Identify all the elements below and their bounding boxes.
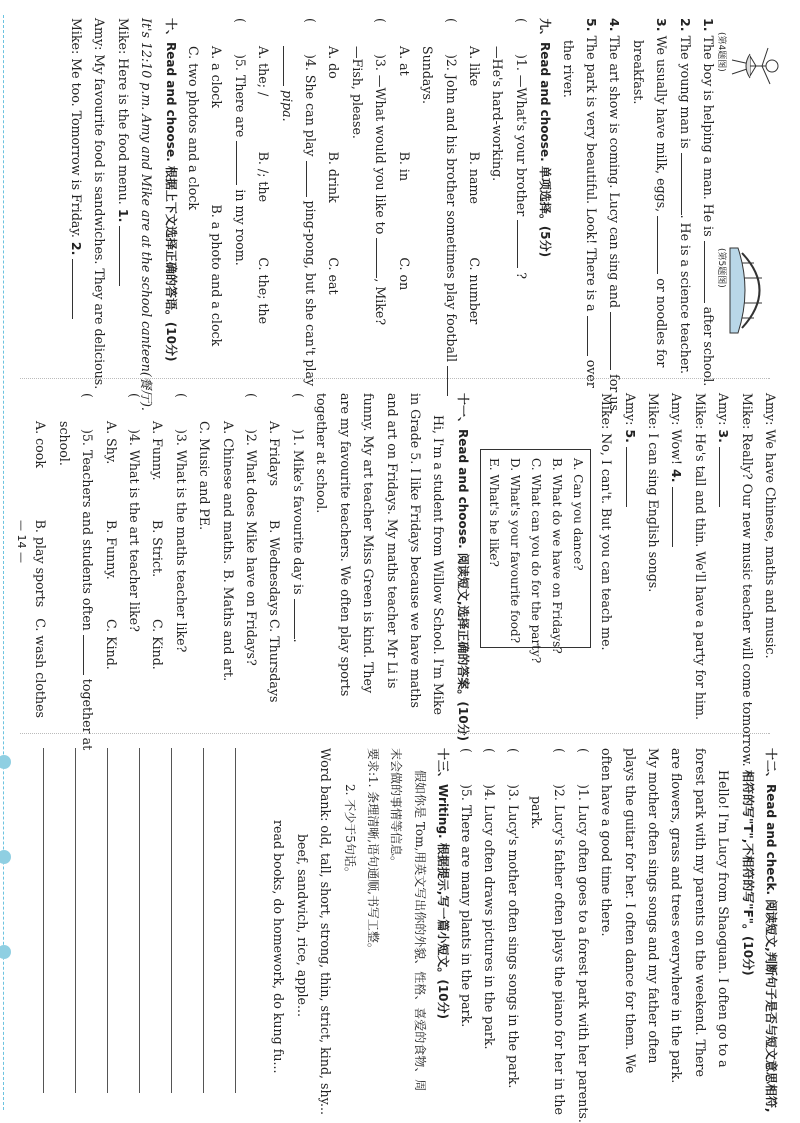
s12-q2-cont: park.	[528, 796, 544, 830]
s9-q3: ( )3. —What would you like to , Mike?	[369, 18, 392, 363]
option-a[interactable]: A. Fridays	[267, 421, 283, 487]
s10-line-6: Amy: 3.	[712, 393, 735, 718]
answer-blank[interactable]	[587, 316, 602, 356]
s11-q5-cont: school.	[56, 421, 72, 466]
option-a[interactable]: A. do	[326, 46, 342, 79]
option-c[interactable]: C. on	[396, 257, 412, 291]
option-a[interactable]: A. Funny.	[150, 421, 166, 481]
section-13-title: 十三、Writing. 根据提示,写一篇小短文。(10分)	[436, 748, 451, 1020]
s12-passage: Hello! I'm Lucy from Shaoguan. I often go to a forest park with my parents on the weekend. There are flowers, grass and trees everywhere in the park. My mother often sings songs and my father often plays the guitar for her. I often dance for them. We often have a good time there.	[599, 748, 732, 1084]
answer-paren[interactable]: (	[575, 748, 591, 753]
option-a[interactable]: A. the; /	[256, 46, 272, 97]
option-b[interactable]: B. Strict.	[150, 520, 166, 578]
option-c[interactable]: C. Music and PE.	[197, 421, 213, 531]
section-12-title: 十二、Read and check. 阅读短文,判断句子是否与短文意思相符,	[764, 748, 778, 1113]
answer-paren[interactable]: (	[80, 393, 96, 398]
option-b: B. What do we have on Fridays?	[549, 458, 564, 654]
picture-5-label: (第5题图)	[716, 248, 726, 288]
option-d: D. What's your favourite food?	[507, 458, 522, 644]
option-a[interactable]: A. cook	[33, 421, 49, 468]
decor-dot	[0, 850, 11, 864]
section-11-title: 十一、Read and choose. 阅读短文,选择正确的答案。(10分)	[455, 393, 470, 742]
option-b[interactable]: B. Maths and art.	[220, 569, 236, 682]
decor-dot	[0, 945, 11, 959]
option-b[interactable]: B. name	[466, 151, 482, 204]
s9-q4-options	[252, 18, 275, 363]
answer-blank[interactable]	[119, 226, 134, 286]
answer-paren[interactable]: (	[505, 748, 521, 753]
s10-intro: It's 12:10 p.m. Amy and Mike are at the school canteen(餐厅).	[139, 18, 155, 411]
option-b[interactable]: B. /; the	[256, 151, 272, 203]
answer-paren[interactable]: (	[513, 18, 529, 23]
s13-wordbank: Word bank: old, tall, short, strong, thin, strict, kind, shy...	[318, 748, 334, 1116]
bridge-picture	[724, 243, 782, 338]
s10-line-4: Amy: We have Chinese, maths and music.	[763, 393, 778, 659]
blank	[306, 161, 321, 197]
s11-q1: ( )1. Mike's favourite day is .	[287, 393, 310, 718]
writing-line[interactable]	[43, 748, 75, 1093]
option-b[interactable]: B. Funny.	[103, 520, 119, 580]
option-a[interactable]: A. Shy.	[103, 421, 119, 465]
s10-line-1: Mike: Here is the food menu. 1.	[111, 18, 134, 363]
s13-req-2: 2. 不少于5句话。	[342, 784, 357, 879]
answer-paren[interactable]: (	[443, 18, 459, 23]
s8-q3: 3. We usually have milk, eggs, or noodles for	[650, 18, 673, 363]
s13-wordbank-3: read books, do homework, do kung fu...	[271, 820, 287, 1074]
answer-paren[interactable]: (	[173, 393, 189, 398]
s13-req-1: 要求:1. 条理清晰,语句通顺,书写工整。	[366, 748, 381, 955]
s10-line-2: Amy: My favourite food is sandwiches. They are delicious.	[92, 18, 108, 390]
answer-blank[interactable]	[681, 153, 696, 215]
option-c[interactable]: C. number	[466, 257, 482, 325]
s8-q1: 1. The boy is helping a man. He is after school.	[697, 18, 720, 363]
option-a[interactable]: A. a clock	[209, 46, 225, 108]
picture-row	[716, 18, 782, 363]
writing-line[interactable]	[75, 748, 107, 1093]
s9-q5-options-1	[205, 18, 228, 363]
s11-q3-options	[146, 393, 169, 718]
s9-q4: ( )4. She can play ping-pong, but she can't play	[299, 18, 322, 363]
option-b[interactable]: B. play sports	[33, 519, 49, 608]
section-10-title: 十、Read and choose. 根据上下文选择正确的答语。(10分)	[163, 18, 178, 362]
s10-line-11: Mike: No, I can't. But you can teach me.	[599, 393, 615, 651]
option-a: A. Can you dance?	[570, 458, 585, 571]
s11-q4-options	[99, 393, 122, 718]
blank	[517, 220, 532, 268]
s11-q4: ( )4. What is the art teacher like?	[123, 393, 146, 718]
section-12-title-2: 相符的写"T",不相符的写"F"。(10分)	[740, 770, 755, 976]
answer-blank[interactable]	[657, 216, 672, 274]
option-b[interactable]: B. in	[396, 151, 412, 182]
answer-paren[interactable]: (	[458, 748, 474, 753]
s10-line-3: Mike: Me too. Tomorrow is Friday. 2.	[65, 18, 88, 363]
answer-paren[interactable]: (	[552, 748, 568, 753]
answer-blank[interactable]	[626, 447, 641, 507]
ballerina-picture	[724, 26, 782, 121]
option-b[interactable]: B. drink	[326, 151, 342, 203]
s12-q5: ( )5. There are many plants in the park.	[454, 748, 477, 1093]
column-3	[12, 748, 782, 1123]
s10-line-7: Mike: He's tall and thin. We'll have a party for him.	[692, 393, 708, 720]
answer-paren[interactable]: (	[373, 18, 389, 23]
option-c[interactable]: C. two photos and a clock	[186, 46, 202, 211]
column-1	[12, 18, 782, 415]
blank	[447, 366, 462, 396]
writing-line[interactable]	[235, 748, 267, 1093]
answer-paren[interactable]: (	[232, 18, 248, 23]
s8-q3-cont: breakfast.	[630, 40, 646, 105]
option-c[interactable]: C. wash clothes	[33, 618, 49, 718]
writing-line[interactable]	[171, 748, 203, 1093]
s9-q5: ( )5. There are in my room.	[228, 18, 251, 363]
answer-paren[interactable]: (	[127, 393, 143, 398]
s9-q3-options	[322, 18, 345, 363]
answer-blank[interactable]	[719, 447, 734, 507]
option-c: C. What can you do for the party?	[528, 458, 543, 664]
answer-blank[interactable]	[672, 487, 687, 547]
s12-q3: ( )3. Lucy's mother often sings songs in the park.	[501, 748, 524, 1093]
option-c[interactable]: C. the; the	[256, 257, 272, 325]
s9-q1: ( )1. —What's your brother ?	[509, 18, 532, 363]
s10-line-8: Amy: Wow! 4.	[665, 393, 688, 718]
answer-blank[interactable]	[610, 312, 625, 370]
writing-line[interactable]	[139, 748, 171, 1093]
page-number: — 14 —	[15, 520, 28, 563]
s8-q5: 5. The park is very beautiful. Look! There is a over	[580, 18, 603, 363]
s10-line-5: Mike: Really? Our new music teacher will come tomorrow.	[739, 393, 755, 767]
option-a[interactable]: A. like	[466, 46, 482, 87]
option-b[interactable]: B. Wednesdays	[267, 520, 283, 616]
option-e: E. What's he like?	[486, 458, 501, 567]
s9-q1-answer: —He's hard-working.	[490, 46, 506, 182]
option-a[interactable]: A. Chinese and maths.	[220, 421, 236, 565]
s9-q2-cont: Sundays.	[420, 46, 436, 105]
decor-dot	[0, 755, 11, 769]
blank	[283, 46, 298, 86]
s11-q2-options	[216, 393, 239, 718]
s8-q2: 2. The young man is . He is a science teacher.	[673, 18, 696, 363]
option-b[interactable]: B. a photo and a clock	[209, 204, 225, 347]
s10-options-box	[480, 449, 591, 664]
s11-q1-options	[263, 393, 286, 718]
blank	[83, 635, 98, 675]
s13-wordbank-2: beef, sandwich, rice, apple...	[294, 834, 310, 1017]
s13-prompt: 假如你是 Tom,用英文写出你的外貌、性格、喜爱的食物、周末会做的事情等信息。	[389, 748, 427, 1092]
s9-q3-answer: —Fish, please.	[349, 46, 365, 139]
section-9-title: 九、Read and choose. 单项选择。(5分)	[538, 18, 553, 258]
answer-blank[interactable]	[72, 259, 87, 319]
column-2	[12, 393, 782, 767]
answer-paren[interactable]: (	[244, 393, 260, 398]
s11-q3: ( )3. What is the maths teacher like?	[169, 393, 192, 718]
writing-line[interactable]	[203, 748, 235, 1093]
s8-q5-cont: the river.	[560, 40, 576, 98]
s11-passage: Hi, I'm a student from Willow School. I'm Mike in Grade 5. I like Fridays because we have maths and art on Fridays. My maths teacher Mr Li is funny. My art teacher Miss Green is kind. They are my favourite teachers. We often play sports together at school.	[314, 393, 447, 715]
s9-q2-options	[392, 18, 415, 363]
s10-line-9: Mike: I can sing English songs.	[645, 393, 661, 593]
s10-line-10: Amy: 5.	[618, 393, 641, 718]
option-c[interactable]: C. Thursdays	[267, 619, 283, 703]
column-divider	[20, 378, 770, 379]
s12-q1: ( )1. Lucy often goes to a forest park with her parents.	[571, 748, 594, 1093]
s11-q5: ( )5. Teachers and students often together at	[76, 393, 99, 718]
writing-line[interactable]	[107, 748, 139, 1093]
s9-q4-cont: pipa.	[275, 18, 298, 363]
picture-4-label: (第4题图)	[716, 32, 726, 72]
blank	[376, 238, 391, 278]
s12-q4: ( )4. Lucy often draws pictures in the park.	[478, 748, 501, 1093]
s11-q2: ( )2. What does Mike have on Fridays?	[240, 393, 263, 718]
s9-q2: ( )2. John and his brother sometimes play football	[439, 18, 462, 363]
option-a[interactable]: A. at	[396, 46, 412, 76]
blank	[236, 141, 251, 185]
answer-paren[interactable]: (	[482, 748, 498, 753]
s8-q4: 4. The art show is coming. Lucy can sing and for us.	[603, 18, 626, 363]
column-divider	[20, 733, 770, 734]
s12-q2: ( )2. Lucy's father often plays the piano for her in the	[548, 748, 571, 1093]
answer-paren[interactable]: (	[303, 18, 319, 23]
option-c[interactable]: C. eat	[326, 257, 342, 295]
option-c[interactable]: C. Kind.	[103, 619, 119, 670]
blank	[294, 599, 309, 639]
answer-paren[interactable]: (	[290, 393, 306, 398]
s9-q1-options	[463, 18, 486, 363]
s11-q5-options	[29, 393, 52, 718]
option-c[interactable]: C. Kind.	[150, 619, 166, 670]
